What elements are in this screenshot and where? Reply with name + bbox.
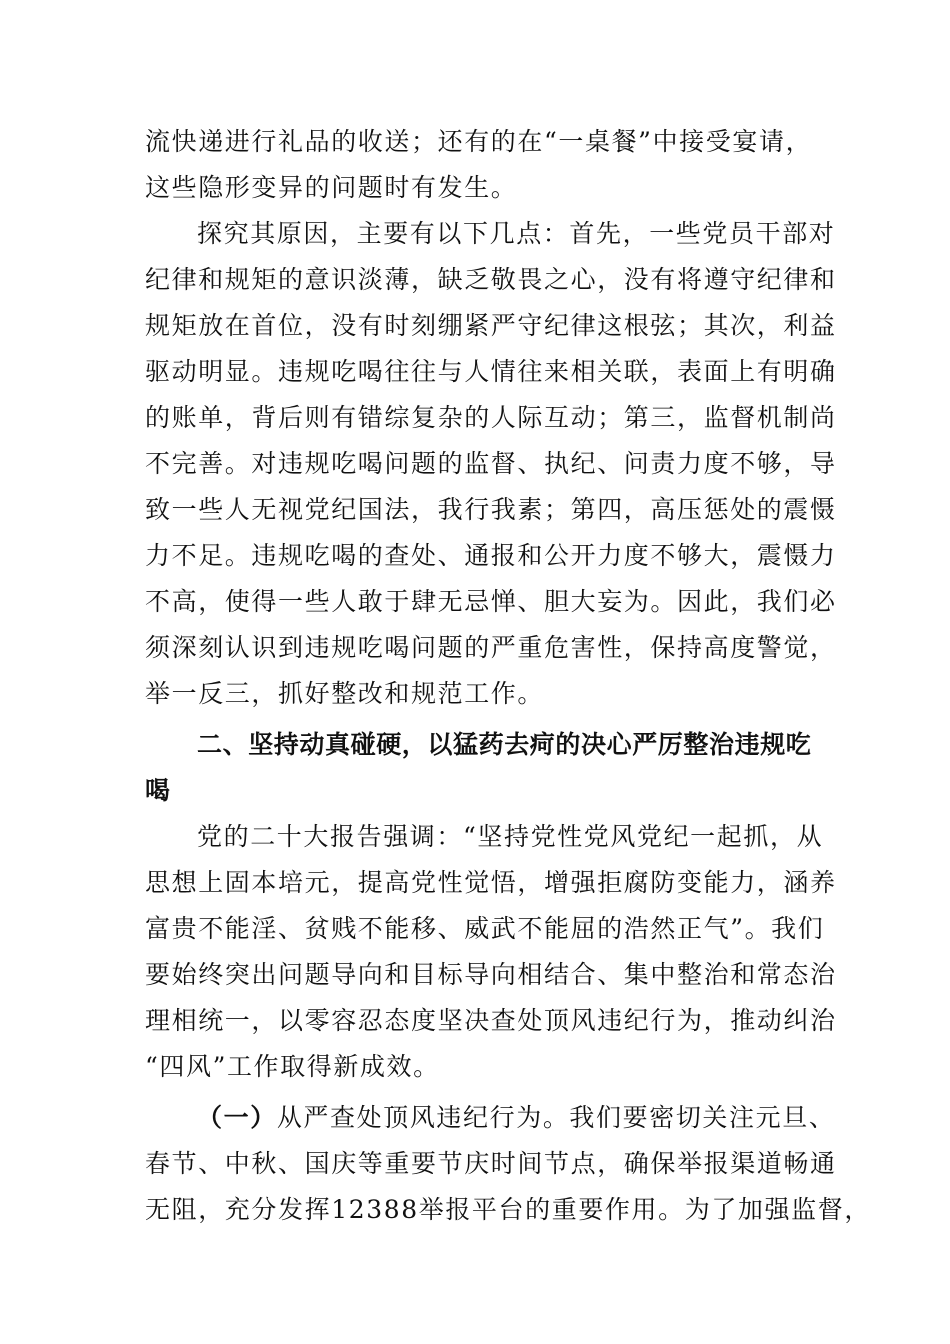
document-body xyxy=(145,119,871,1233)
text-line: 流快递进行礼品的收送；还有的在“一桌餐”中接受宴请， xyxy=(145,127,813,156)
paragraph-item-one xyxy=(145,1095,871,1233)
paragraph-causes xyxy=(145,211,837,717)
text-line: 要始终突出问题导向和目标导向相结合、集中整治和常态治 xyxy=(145,960,837,989)
text-line: 春节、中秋、国庆等重要节庆时间节点，确保举报渠道畅通 xyxy=(145,1149,837,1178)
text-line: 规矩放在首位，没有时刻绷紧严守纪律这根弦；其次，利益 xyxy=(145,311,837,340)
text-line: “四风”工作取得新成效。 xyxy=(145,1052,440,1081)
text-line: 驱动明显。违规吃喝往往与人情往来相关联，表面上有明确 xyxy=(145,357,837,386)
text-line: 无阻，充分发挥12388举报平台的重要作用。为了加强监督， xyxy=(145,1195,871,1224)
text-line: 不完善。对违规吃喝问题的监督、执纪、问责力度不够，导 xyxy=(145,449,837,478)
text-line: 这些隐形变异的问题时有发生。 xyxy=(145,173,518,202)
text-line: 纪律和规矩的意识淡薄，缺乏敬畏之心，没有将遵守纪律和 xyxy=(145,265,837,294)
text-line: 须深刻认识到违规吃喝问题的严重危害性，保持高度警觉， xyxy=(145,633,837,662)
text-line: 力不足。违规吃喝的查处、通报和公开力度不够大，震慑力 xyxy=(145,541,837,570)
text-line: 的账单，背后则有错综复杂的人际互动；第三，监督机制尚 xyxy=(145,403,837,432)
text-line: 探究其原因，主要有以下几点：首先，一些党员干部对 xyxy=(197,219,836,248)
paragraph-continued xyxy=(145,119,815,211)
text-line: 举一反三，抓好整改和规范工作。 xyxy=(145,679,545,708)
text-line: 富贵不能淫、贫贱不能移、威武不能屈的浩然正气”。我们 xyxy=(145,914,825,943)
paragraph-report xyxy=(145,814,837,1090)
text-line: 党的二十大报告强调：“坚持党性党风党纪一起抓，从 xyxy=(197,822,824,851)
text-line: 思想上固本培元，提高党性觉悟，增强拒腐防变能力，涵养 xyxy=(145,868,837,897)
heading-line: 喝 xyxy=(145,776,171,805)
text-line: 致一些人无视党纪国法，我行我素；第四，高压惩处的震慑 xyxy=(145,495,837,524)
text-line: 不高，使得一些人敢于肆无忌惮、胆大妄为。因此，我们必 xyxy=(145,587,837,616)
text-line: 理相统一，以零容忍态度坚决查处顶风违纪行为，推动纠治 xyxy=(145,1006,837,1035)
item-number: （一） xyxy=(197,1103,277,1132)
item-title-text: 从严查处顶风违纪行为。我们要密切关注元旦、 xyxy=(276,1103,836,1132)
item-first-line xyxy=(145,1095,836,1141)
section-heading xyxy=(145,722,815,814)
heading-line: 二、坚持动真碰硬，以猛药去疴的决心严厉整治违规吃 xyxy=(197,730,812,759)
